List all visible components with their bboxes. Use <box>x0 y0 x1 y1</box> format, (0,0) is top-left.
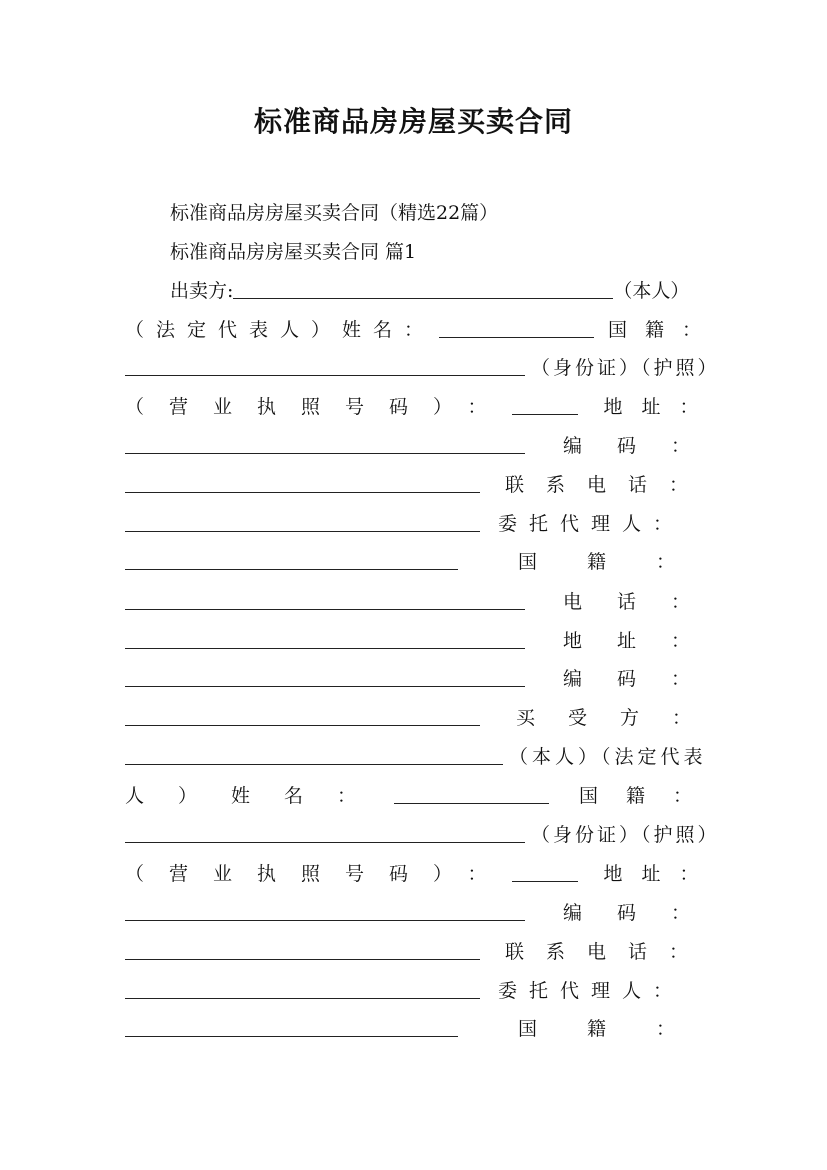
buyer-self-rep-label: （本人）（法定代表 <box>509 745 707 768</box>
seller-phone-line <box>125 509 725 535</box>
buyer-name-blank[interactable] <box>125 746 503 765</box>
seller-address-label: 地址： <box>603 395 718 418</box>
buyer-agent-label: 委托代理人： <box>498 979 685 1002</box>
buyer-license-line <box>125 859 725 885</box>
seller-address-line <box>125 431 725 457</box>
seller-postcode-line <box>125 470 725 496</box>
seller-party-line <box>170 276 725 302</box>
subtitle-text: 标准商品房房屋买卖合同（精选22篇） <box>170 201 499 224</box>
buyer-phone-label: 联系电话： <box>505 940 711 963</box>
seller-nationality-label: 国籍： <box>608 318 720 341</box>
buyer-phone-blank[interactable] <box>125 980 480 999</box>
section-heading <box>170 237 725 263</box>
seller-agent-address-line <box>125 664 725 690</box>
seller-legal-rep-line <box>125 315 725 341</box>
buyer-license-label: （营业执照号码）： <box>125 862 512 885</box>
seller-id-line <box>125 353 725 379</box>
seller-name-blank[interactable] <box>233 280 613 299</box>
seller-postcode-label: 编码： <box>563 434 726 457</box>
seller-agent-phone-blank[interactable] <box>125 630 525 649</box>
seller-agent-nationality-label: 国籍： <box>518 550 726 573</box>
seller-legal-rep-blank[interactable] <box>439 319 594 338</box>
seller-license-label: （营业执照号码）： <box>125 395 512 418</box>
seller-party-label: 出卖方: <box>170 279 234 302</box>
seller-agent-address-blank[interactable] <box>125 668 525 687</box>
seller-agent-nationality-line <box>125 587 725 613</box>
buyer-id-label: （身份证）（护照） <box>531 823 720 846</box>
subtitle <box>170 198 725 224</box>
seller-agent-label: 委托代理人： <box>498 512 685 535</box>
seller-license-line <box>125 392 725 418</box>
buyer-agent-line <box>125 1014 725 1040</box>
buyer-rep-line <box>125 781 725 807</box>
buyer-party-label: 买受方： <box>516 706 725 729</box>
seller-agent-blank[interactable] <box>125 551 458 570</box>
seller-phone-blank[interactable] <box>125 513 480 532</box>
buyer-phone-line <box>125 976 725 1002</box>
buyer-postcode-line <box>125 937 725 963</box>
seller-license-blank[interactable] <box>512 396 578 415</box>
seller-address-blank[interactable] <box>125 435 525 454</box>
document-title: 标准商品房房屋买卖合同 <box>253 105 573 138</box>
buyer-rep-name-blank[interactable] <box>394 785 549 804</box>
seller-phone-label: 联系电话： <box>505 473 711 496</box>
buyer-party-line <box>125 703 725 729</box>
buyer-nationality-label: 国籍： <box>579 784 721 807</box>
seller-agent-address-label: 地址： <box>563 629 726 652</box>
buyer-address-line <box>125 898 725 924</box>
buyer-postcode-label: 编码： <box>563 901 726 924</box>
seller-id-blank[interactable] <box>125 357 525 376</box>
seller-legal-rep-label: （法定代表人）姓名： <box>125 318 436 341</box>
buyer-agent-blank[interactable] <box>125 1018 458 1037</box>
buyer-name-line <box>125 742 725 768</box>
buyer-id-line <box>125 820 725 846</box>
buyer-agent-nationality-label: 国籍： <box>518 1017 726 1040</box>
seller-id-label: （身份证）（护照） <box>531 356 720 379</box>
seller-agent-phone-label: 电话： <box>563 590 726 613</box>
seller-agent-postcode-blank[interactable] <box>125 707 480 726</box>
buyer-address-blank[interactable] <box>125 902 525 921</box>
seller-postcode-blank[interactable] <box>125 474 480 493</box>
seller-agent-nationality-blank[interactable] <box>125 591 525 610</box>
buyer-id-blank[interactable] <box>125 824 525 843</box>
seller-agent-postcode-label: 编码： <box>563 667 726 690</box>
buyer-postcode-blank[interactable] <box>125 941 480 960</box>
buyer-address-label: 地址： <box>603 862 718 885</box>
buyer-rep-name-label: 人）姓名： <box>125 784 391 807</box>
section-heading-text: 标准商品房房屋买卖合同 篇1 <box>170 240 417 263</box>
buyer-license-blank[interactable] <box>512 863 578 882</box>
seller-self-label: （本人） <box>613 279 690 302</box>
seller-agent-line <box>125 547 725 573</box>
seller-agent-phone-line <box>125 626 725 652</box>
